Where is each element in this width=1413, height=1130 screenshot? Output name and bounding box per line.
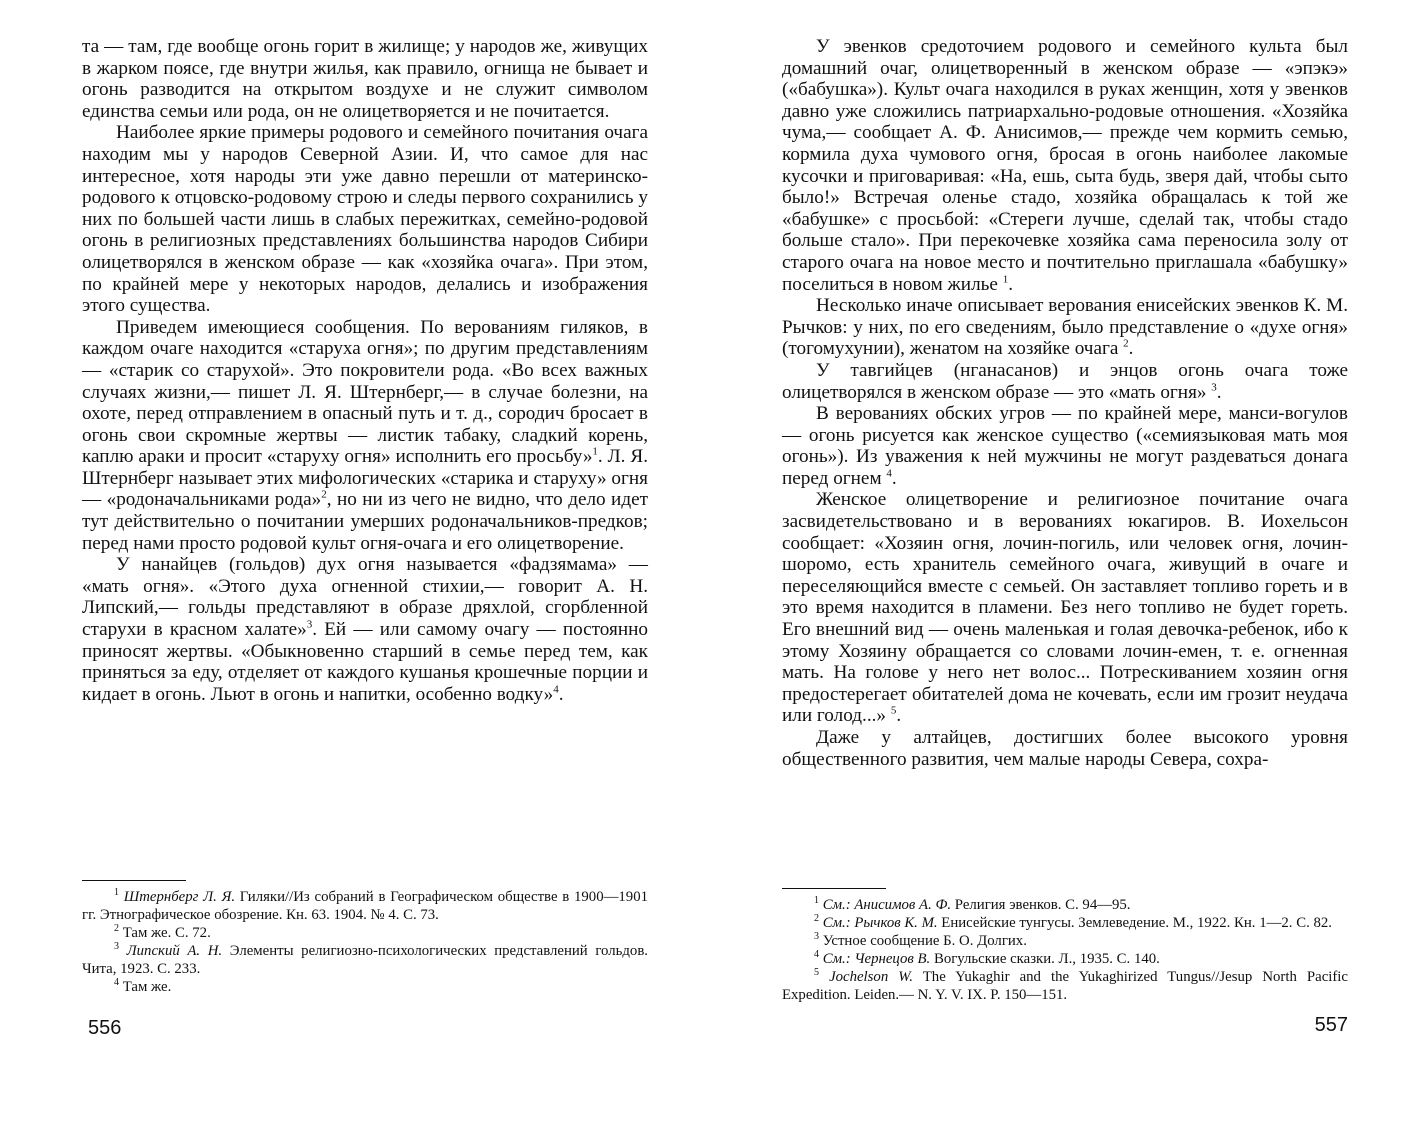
- footnote-mark: 2: [114, 923, 119, 935]
- page-number: 557: [1314, 1014, 1348, 1036]
- right-page: [782, 0, 1348, 1130]
- footnote: [82, 924, 648, 942]
- footnote-mark: 5: [814, 967, 819, 979]
- paragraph-text: Наиболее яркие примеры родового и семейного почитания очага находим мы у народов Северной Азии. И, что самое для нас интересное, хотя народы эти уже давно перешли от материнско-родового к отцовско-родовому строю и следы первого сохранились у них по большей части лишь в слабых пережитках, семейно-родовой огонь в религиозных представлениях большинства народов Сибири олицетворялся в женском образе — как «хозяйка очага». При этом, по крайней мере у некоторых народов, делались и изображения этого существа.: [82, 122, 648, 317]
- footnote-author: Штернберг Л. Я.: [123, 889, 236, 905]
- footnote: [782, 896, 1348, 914]
- paragraph-text: . Л. Я. Штернберг называет этих мифологических «старика и старуху» огня — «родоначальниками рода»: [82, 446, 649, 511]
- footnote-text: Устное сообщение Б. О. Долгих.: [822, 933, 1027, 949]
- paragraph-text: та — там, где вообще огонь горит в жилище; у народов же, живущих в жарком поясе, где внутри жилья, как правило, огнища не бывает и огонь разводится на открытом воздухе и не служит символом единства семьи или рода, он не олицетворяется и не почитается.: [82, 36, 648, 122]
- left-footnotes: [82, 880, 648, 996]
- footnote: [782, 914, 1348, 932]
- footnote: [782, 932, 1348, 950]
- footnote-text: The Yukaghir and the Yukaghirized Tungus//Jesup North Pacific Expedition. Leiden.— N. Y. V. IX. P. 150—151.: [782, 969, 1348, 1003]
- paragraph: У эвенков средоточием родового и семейного культа был домашний очаг, олицетворенный в женском образе — «эпэкэ» («бабушка»). Культ очага находился в руках женщин, хотя у эвенков давно уже сложились патриархально-родовые отношения. «Хозяйка чума,— сообщает А. Ф. Анисимов,— прежде чем кормить семью, кормила духа чумового огня, бросая в огонь наиболее лакомые кусочки и приговаривая: «На, ешь, сыта будь, зверя дай, чтобы сыто было!» Встречая оленье стадо, хозяйка обращалась к той же «бабушке» с просьбой: «Стереги лучше, сделай так, чтобы стадо больше стало». При перекочевке хозяйка сама переносила золу от старого очага на новое место и почтительно приглашала «бабушку» поселиться в новом жилье $^1$.: [782, 36, 1348, 295]
- page-number: 556: [88, 1017, 122, 1039]
- footnote-mark: 1: [114, 887, 119, 899]
- footnote-ref: 4: [886, 467, 892, 480]
- footnote-author: Jochelson W.: [829, 969, 913, 985]
- paragraph-text: Даже у алтайцев, достигших более высокого уровня общественного развития, чем малые народы Севера, сохра-: [782, 727, 1348, 770]
- paragraph-text: , но ни из чего не видно, что дело идет тут действительно о почитании умерших родоначальников-предков; перед нами просто родовой культ огня-очага и его олицетворение.: [82, 489, 648, 554]
- paragraph: [82, 122, 648, 316]
- paragraph: [82, 36, 648, 122]
- footnote-divider: [782, 888, 886, 889]
- footnote-mark: 1: [814, 895, 819, 907]
- footnote-ref: 2: [1123, 337, 1129, 350]
- footnote-mark: 4: [814, 949, 819, 961]
- paragraph-text: Приведем имеющиеся сообщения. По верованиям гиляков, в каждом очаге находится «старуха огня»; по другим представлениям — «старик со старухой». Это покровители рода. «Во всех важных случаях жизни,— пишет Л. Я. Штернберг,— в случае болезни, на охоте, перед отправлением в опасный путь и т. д., сородич бросает в огонь свои скромные жертвы — листик табаку, сладкий корень, каплю араки и просит «старуху огня» исполнить его просьбу»: [82, 316, 648, 468]
- footnote: [82, 888, 648, 924]
- footnote: [782, 968, 1348, 1004]
- paragraph-text: В верованиях обских угров — по крайней мере, манси-вогулов — огонь рисуется как женское существо («семиязыковая мать моя огонь»). Из уважения к ней мужчины не могут раздеваться донага перед огнем: [782, 403, 1348, 489]
- footnote-mark: 2: [814, 913, 819, 925]
- footnote-ref: 5: [890, 705, 897, 718]
- right-body-text: [782, 36, 1348, 770]
- footnote-text: Там же. С. 72.: [122, 925, 211, 941]
- paragraph: Женское олицетворение и религиозное почитание очага засвидетельствовано и в верованиях юкагиров. В. Иохельсон сообщает: «Хозяин огня, лочин-погиль, или человек огня, лочин-шоромо, есть хранитель семейного очага, живущий в очаге и переселяющийся вместе с семьей. Он заставляет топливо гореть и в это время находится в пламени. Без него топливо не будет гореть. Его внешний вид — очень маленькая и голая девочка-ребенок, ибо к этому Хозяину обращается со словами лочин-емен, т. е. огненная мать. На голове у него нет волос... Потрескиванием хозяин огня предостерегает обитателей дома не кочевать, если им грозит неудача или голод...» $^5$.: [782, 489, 1348, 727]
- paragraph-text: У эвенков средоточием родового и семейного культа был домашний очаг, олицетворенный в женском образе — «эпэкэ» («бабушка»). Культ очага находился в руках женщин, хотя у эвенков давно уже сложились патриархально-родовые отношения. «Хозяйка чума,— сообщает А. Ф. Анисимов,— прежде чем кормить семью, кормила духа чумового огня, бросая в огонь наиболее лакомые кусочки и приговаривая: «На, ешь, сыта будь, зверя дай, чтобы сыто было!» Встречая оленье стадо, хозяйка обращалась к той же «бабушке» с просьбой: «Стереги лучше, сделай так, чтобы стадо больше стало». При перекочевке хозяйка сама переносила золу от старого очага на новое место и почтительно приглашала «бабушку» поселиться в новом жилье: [782, 36, 1348, 295]
- footnote-text: Вогульские сказки. Л., 1935. С. 140.: [930, 951, 1160, 967]
- paragraph-text: .: [558, 683, 564, 705]
- footnote: [782, 950, 1348, 968]
- footnote-ref: 3: [1211, 381, 1217, 394]
- footnote-ref: 3: [306, 618, 313, 631]
- footnote-text: Гиляки//Из собраний в Географическом обществе в 1900—1901 гг. Этнографическое обозрение. Кн. 63. 1904. № 4. С. 73.: [82, 889, 648, 923]
- paragraph-text: У тавгийцев (нганасанов) и энцов огонь очага тоже олицетворялся в женском образе — это «мать огня»: [782, 359, 1348, 403]
- footnote-divider: [82, 880, 186, 881]
- paragraph: У тавгийцев (нганасанов) и энцов огонь очага тоже олицетворялся в женском образе — это «мать огня» $^3$.: [782, 359, 1348, 403]
- footnote-text: Элементы религиозно-психологических представлений гольдов. Чита, 1923. С. 233.: [82, 943, 649, 977]
- footnote-author: Липский А. Н.: [126, 943, 223, 959]
- footnote-text: Религия эвенков. С. 94—95.: [951, 897, 1131, 913]
- paragraph-text: Женское олицетворение и религиозное почитание очага засвидетельствовано и в верованиях юкагиров. В. Иохельсон сообщает: «Хозяин огня, лочин-погиль, или человек огня, лочин-шоромо, есть хранитель семейного очага, живущий в очаге и переселяющийся вместе с семьей. Он заставляет топливо гореть и в это время находится в пламени. Без него топливо не будет гореть. Его внешний вид — очень маленькая и голая девочка-ребенок, ибо к этому Хозяину обращается со словами лочин-емен, т. е. огненная мать. На голове у него нет волос... Потрескиванием хозяин огня предостерегает обитателей дома не кочевать, если им грозит неудача или голод...»: [782, 489, 1348, 727]
- left-body-text: [82, 36, 648, 705]
- footnote: [82, 978, 648, 996]
- paragraph: Несколько иначе описывает верования енисейских эвенков К. М. Рычков: у них, по его сведениям, было представление о «духе огня» (тогомухунии), женатом на хозяйке очага $^2$.: [782, 295, 1348, 360]
- paragraph: [82, 554, 648, 705]
- footnote-mark: 3: [114, 941, 119, 953]
- paragraph: [782, 727, 1348, 770]
- paragraph-text: Несколько иначе описывает верования енисейских эвенков К. М. Рычков: у них, по его сведениям, было представление о «духе огня» (тогомухунии), женатом на хозяйке очага: [782, 295, 1348, 360]
- right-footnotes: [782, 888, 1348, 1004]
- footnote-mark: 3: [814, 931, 819, 943]
- paragraph-text: У нанайцев (гольдов) дух огня называется «фадзямама» — «мать огня». «Этого духа огненной стихии,— говорит А. Н. Липский,— гольды представляют в образе дряхлой, сгорбленной старухи в красном халате»: [82, 554, 648, 641]
- footnote-mark: 4: [114, 977, 119, 989]
- left-page: [82, 0, 648, 1130]
- paragraph: [82, 317, 648, 555]
- footnote-text: Там же.: [122, 979, 172, 995]
- footnote-author: См.: Чернецов В.: [822, 951, 931, 967]
- footnote-ref: 2: [321, 489, 327, 502]
- footnote: [82, 942, 648, 978]
- footnote-text: Енисейские тунгусы. Землеведение. М., 1922. Кн. 1—2. С. 82.: [937, 915, 1332, 931]
- footnote-ref: 1: [1002, 273, 1009, 286]
- footnote-ref: 1: [592, 445, 598, 458]
- footnote-author: См.: Рычков К. М.: [822, 915, 938, 931]
- paragraph: В верованиях обских угров — по крайней мере, манси-вогулов — огонь рисуется как женское существо («семиязыковая мать моя огонь»). Из уважения к ней мужчины не могут раздеваться донага перед огнем $^4$.: [782, 403, 1348, 489]
- footnote-author: См.: Анисимов А. Ф.: [822, 897, 952, 913]
- footnote-ref: 4: [553, 683, 559, 696]
- paragraph-text: . Ей — или самому очагу — постоянно приносят жертвы. «Обыкновенно старший в семье перед тем, как приняться за еду, отделяет от каждого кушанья крошечные порции и кидает в огонь. Льют в огонь и напитки, особенно водку»: [82, 619, 648, 705]
